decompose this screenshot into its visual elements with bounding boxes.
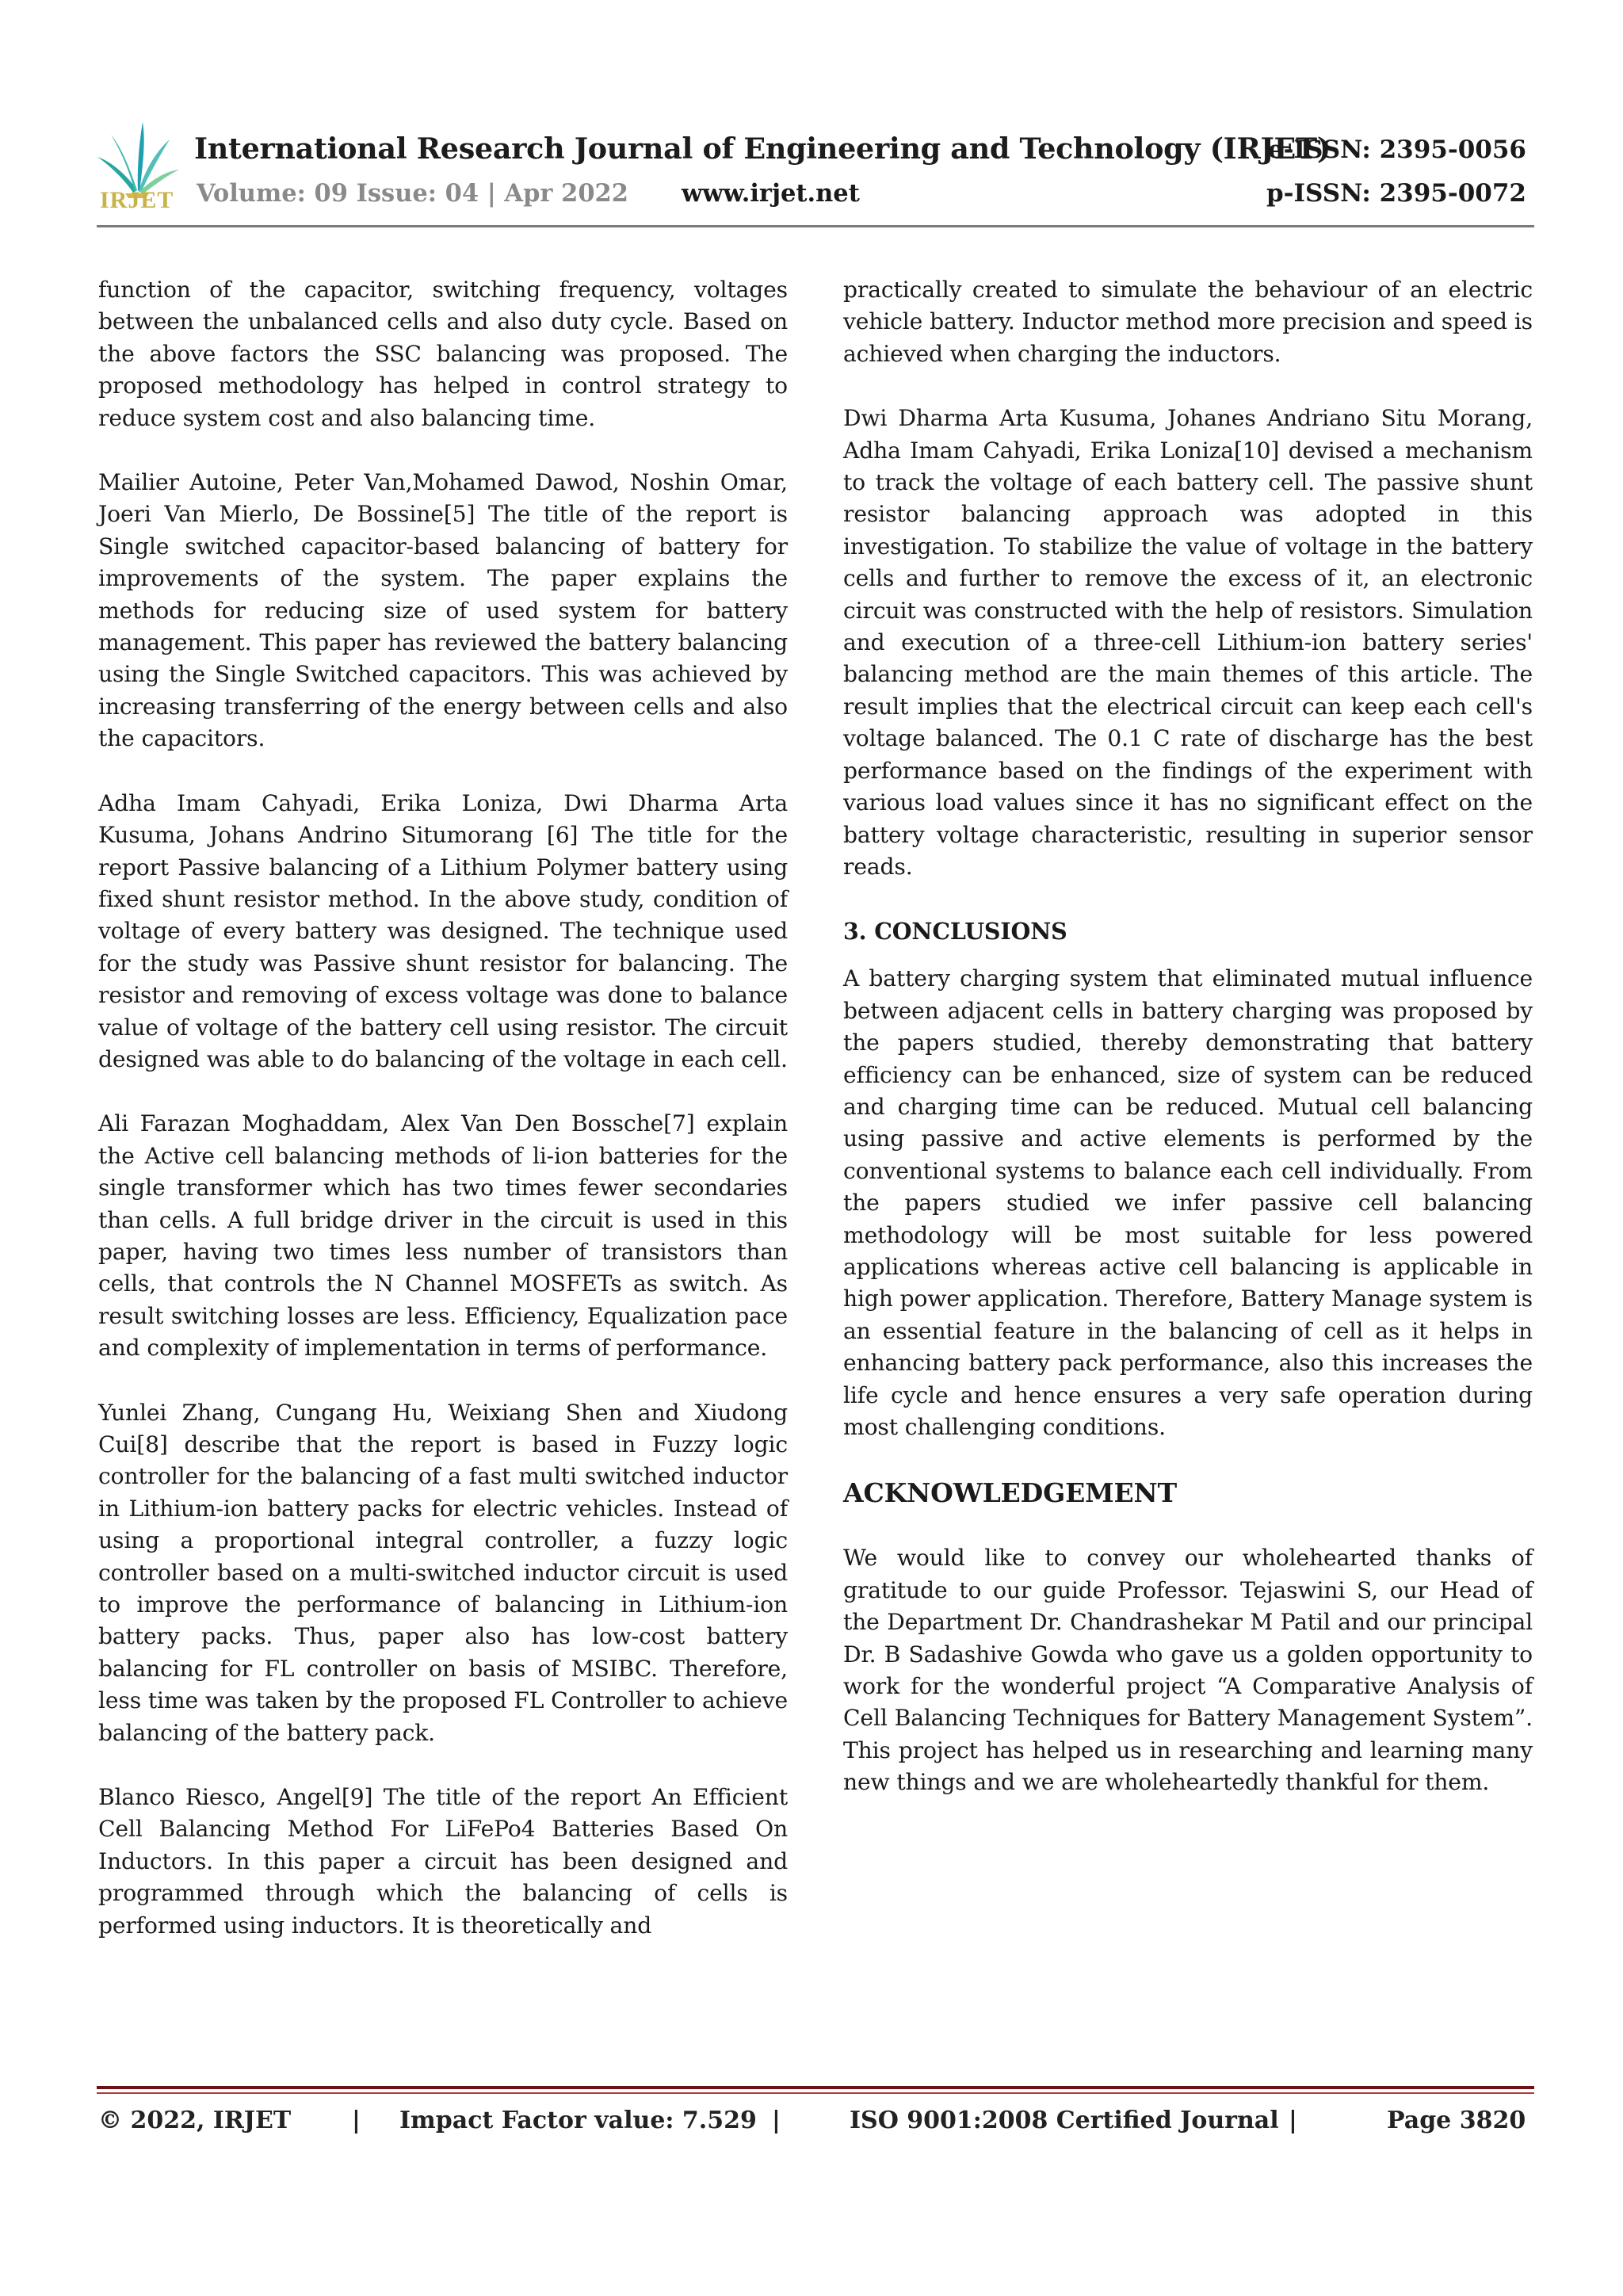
p-issn: p-ISSN: 2395-0072: [1266, 179, 1526, 208]
paragraph: Adha Imam Cahyadi, Erika Loniza, Dwi Dharma Arta Kusuma, Johans Andrino Situmorang [6] The title for the report Passive balancing of a Lithium Polymer battery using fixed shunt resistor method. In the above study, condition of voltage of every battery was designed. The technique used for the study was Passive shunt resistor for balancing. The resistor and removing of excess voltage was done to balance value of voltage of the battery cell using resistor. The circuit designed was able to do balancing of the voltage in each cell.: [98, 789, 788, 1072]
logo-label: IRJET: [100, 187, 174, 213]
header-divider: [97, 225, 1534, 227]
copyright: © 2022, IRJET: [98, 2107, 292, 2134]
footer-separator: |: [352, 2107, 361, 2134]
journal-title: International Research Journal of Engineering and Technology (IRJET): [194, 132, 1331, 166]
website-link[interactable]: www.irjet.net: [682, 179, 860, 208]
footer-divider: [97, 2086, 1534, 2089]
paragraph: Mailier Autoine, Peter Van,Mohamed Dawod, Noshin Omar, Joeri Van Mierlo, De Bossine[5] The title of the report is Single switched capacitor-based balancing of battery for improvements of the system. The paper explains the methods for reducing size of used system for battery management. This paper has reviewed the battery balancing using the Single Switched capacitors. This was achieved by increasing transferring of the energy between cells and also the capacitors.: [98, 469, 788, 752]
paragraph: practically created to simulate the behaviour of an electric vehicle battery. Inductor method more precision and speed is achieved when charging the inductors.: [843, 277, 1533, 367]
volume-issue: Volume: 09 Issue: 04 | Apr 2022: [197, 179, 628, 208]
conclusions-heading: 3. CONCLUSIONS: [843, 918, 1067, 946]
paragraph: Dwi Dharma Arta Kusuma, Johanes Andriano Situ Morang, Adha Imam Cahyadi, Erika Loniza[10] devised a mechanism to track the voltage of each battery cell. The passive shunt resistor balancing approach was adopted in this investigation. To stabilize the value of voltage in the battery cells and further to remove the excess of it, an electronic circuit was constructed with the help of resistors. Simulation and execution of a three-cell Lithium-ion battery series' balancing method are the main themes of this article. The result implies that the electrical circuit can keep each cell's voltage balanced. The 0.1 C rate of discharge has the best performance based on the findings of the experiment with various load values since it has no significant effect on the battery voltage characteristic, resulting in superior sensor reads.: [843, 405, 1533, 880]
e-issn: e-ISSN: 2395-0056: [1267, 136, 1526, 164]
footer-separator: |: [1289, 2107, 1297, 2134]
page-number: Page 3820: [1387, 2107, 1526, 2134]
footer-separator: |: [772, 2107, 781, 2134]
conclusions-text: A battery charging system that eliminated mutual influence between adjacent cells in battery charging was proposed by the papers studied, thereby demonstrating that battery efficiency can be enhanced, size of system can be reduced and charging time can be reduced. Mutual cell balancing using passive and active elements is performed by the conventional systems to balance each cell individually. From the papers studied we infer passive cell balancing methodology will be most suitable for less powered applications whereas active cell balancing is applicable in high power application. Therefore, Battery Manage system is an essential feature in the balancing of cell as it helps in enhancing battery pack performance, also this increases the life cycle and hence ensures a very safe operation during most challenging conditions.: [843, 965, 1533, 1440]
left-column: [98, 274, 788, 1974]
impact-factor: Impact Factor value: 7.529: [399, 2107, 757, 2134]
acknowledgement-heading: ACKNOWLEDGEMENT: [843, 1477, 1177, 1509]
paragraph: Blanco Riesco, Angel[9] The title of the report An Efficient Cell Balancing Method For LiFePo4 Batteries Based On Inductors. In this paper a circuit has been designed and programmed through which the balancing of cells is performed using inductors. It is theoretically and: [98, 1784, 788, 1939]
paragraph: Ali Farazan Moghaddam, Alex Van Den Bossche[7] explain the Active cell balancing methods of li-ion batteries for the single transformer which has two times fewer secondaries than cells. A full bridge driver in the circuit is used in this paper, having two times less number of transistors than cells, that controls the N Channel MOSFETs as switch. As result switching losses are less. Efficiency, Equalization pace and complexity of implementation in terms of performance.: [98, 1110, 788, 1362]
footer-divider-accent: [97, 2092, 1534, 2094]
paragraph: function of the capacitor, switching frequency, voltages between the unbalanced cells and also duty cycle. Based on the above factors the SSC balancing was proposed. The proposed methodology has helped in control strategy to reduce system cost and also balancing time.: [98, 277, 788, 431]
acknowledgement-text: We would like to convey our wholehearted thanks of gratitude to our guide Professor. Tejaswini S, our Head of the Department Dr. Chandrashekar M Patil and our principal Dr. B Sadashive Gowda who gave us a golden opportunity to work for the wonderful project “A Comparative Analysis of Cell Balancing Techniques for Battery Management System”. This project has helped us in researching and learning many new things and we are wholeheartedly thankful for them.: [843, 1545, 1533, 1796]
page-footer: [0, 2107, 1623, 2141]
right-column: [843, 274, 1533, 1832]
paragraph: Yunlei Zhang, Cungang Hu, Weixiang Shen and Xiudong Cui[8] describe that the report is based in Fuzzy logic controller for the balancing of a fast multi switched inductor in Lithium-ion battery packs for electric vehicles. Instead of using a proportional integral controller, a fuzzy logic controller based on a multi-switched inductor circuit is used to improve the performance of balancing in Lithium-ion battery packs. Thus, paper also has low-cost battery balancing for FL controller on basis of MSIBC. Therefore, less time was taken by the proposed FL Controller to achieve balancing of the battery pack.: [98, 1399, 788, 1746]
iso-certification: ISO 9001:2008 Certified Journal: [850, 2107, 1279, 2134]
